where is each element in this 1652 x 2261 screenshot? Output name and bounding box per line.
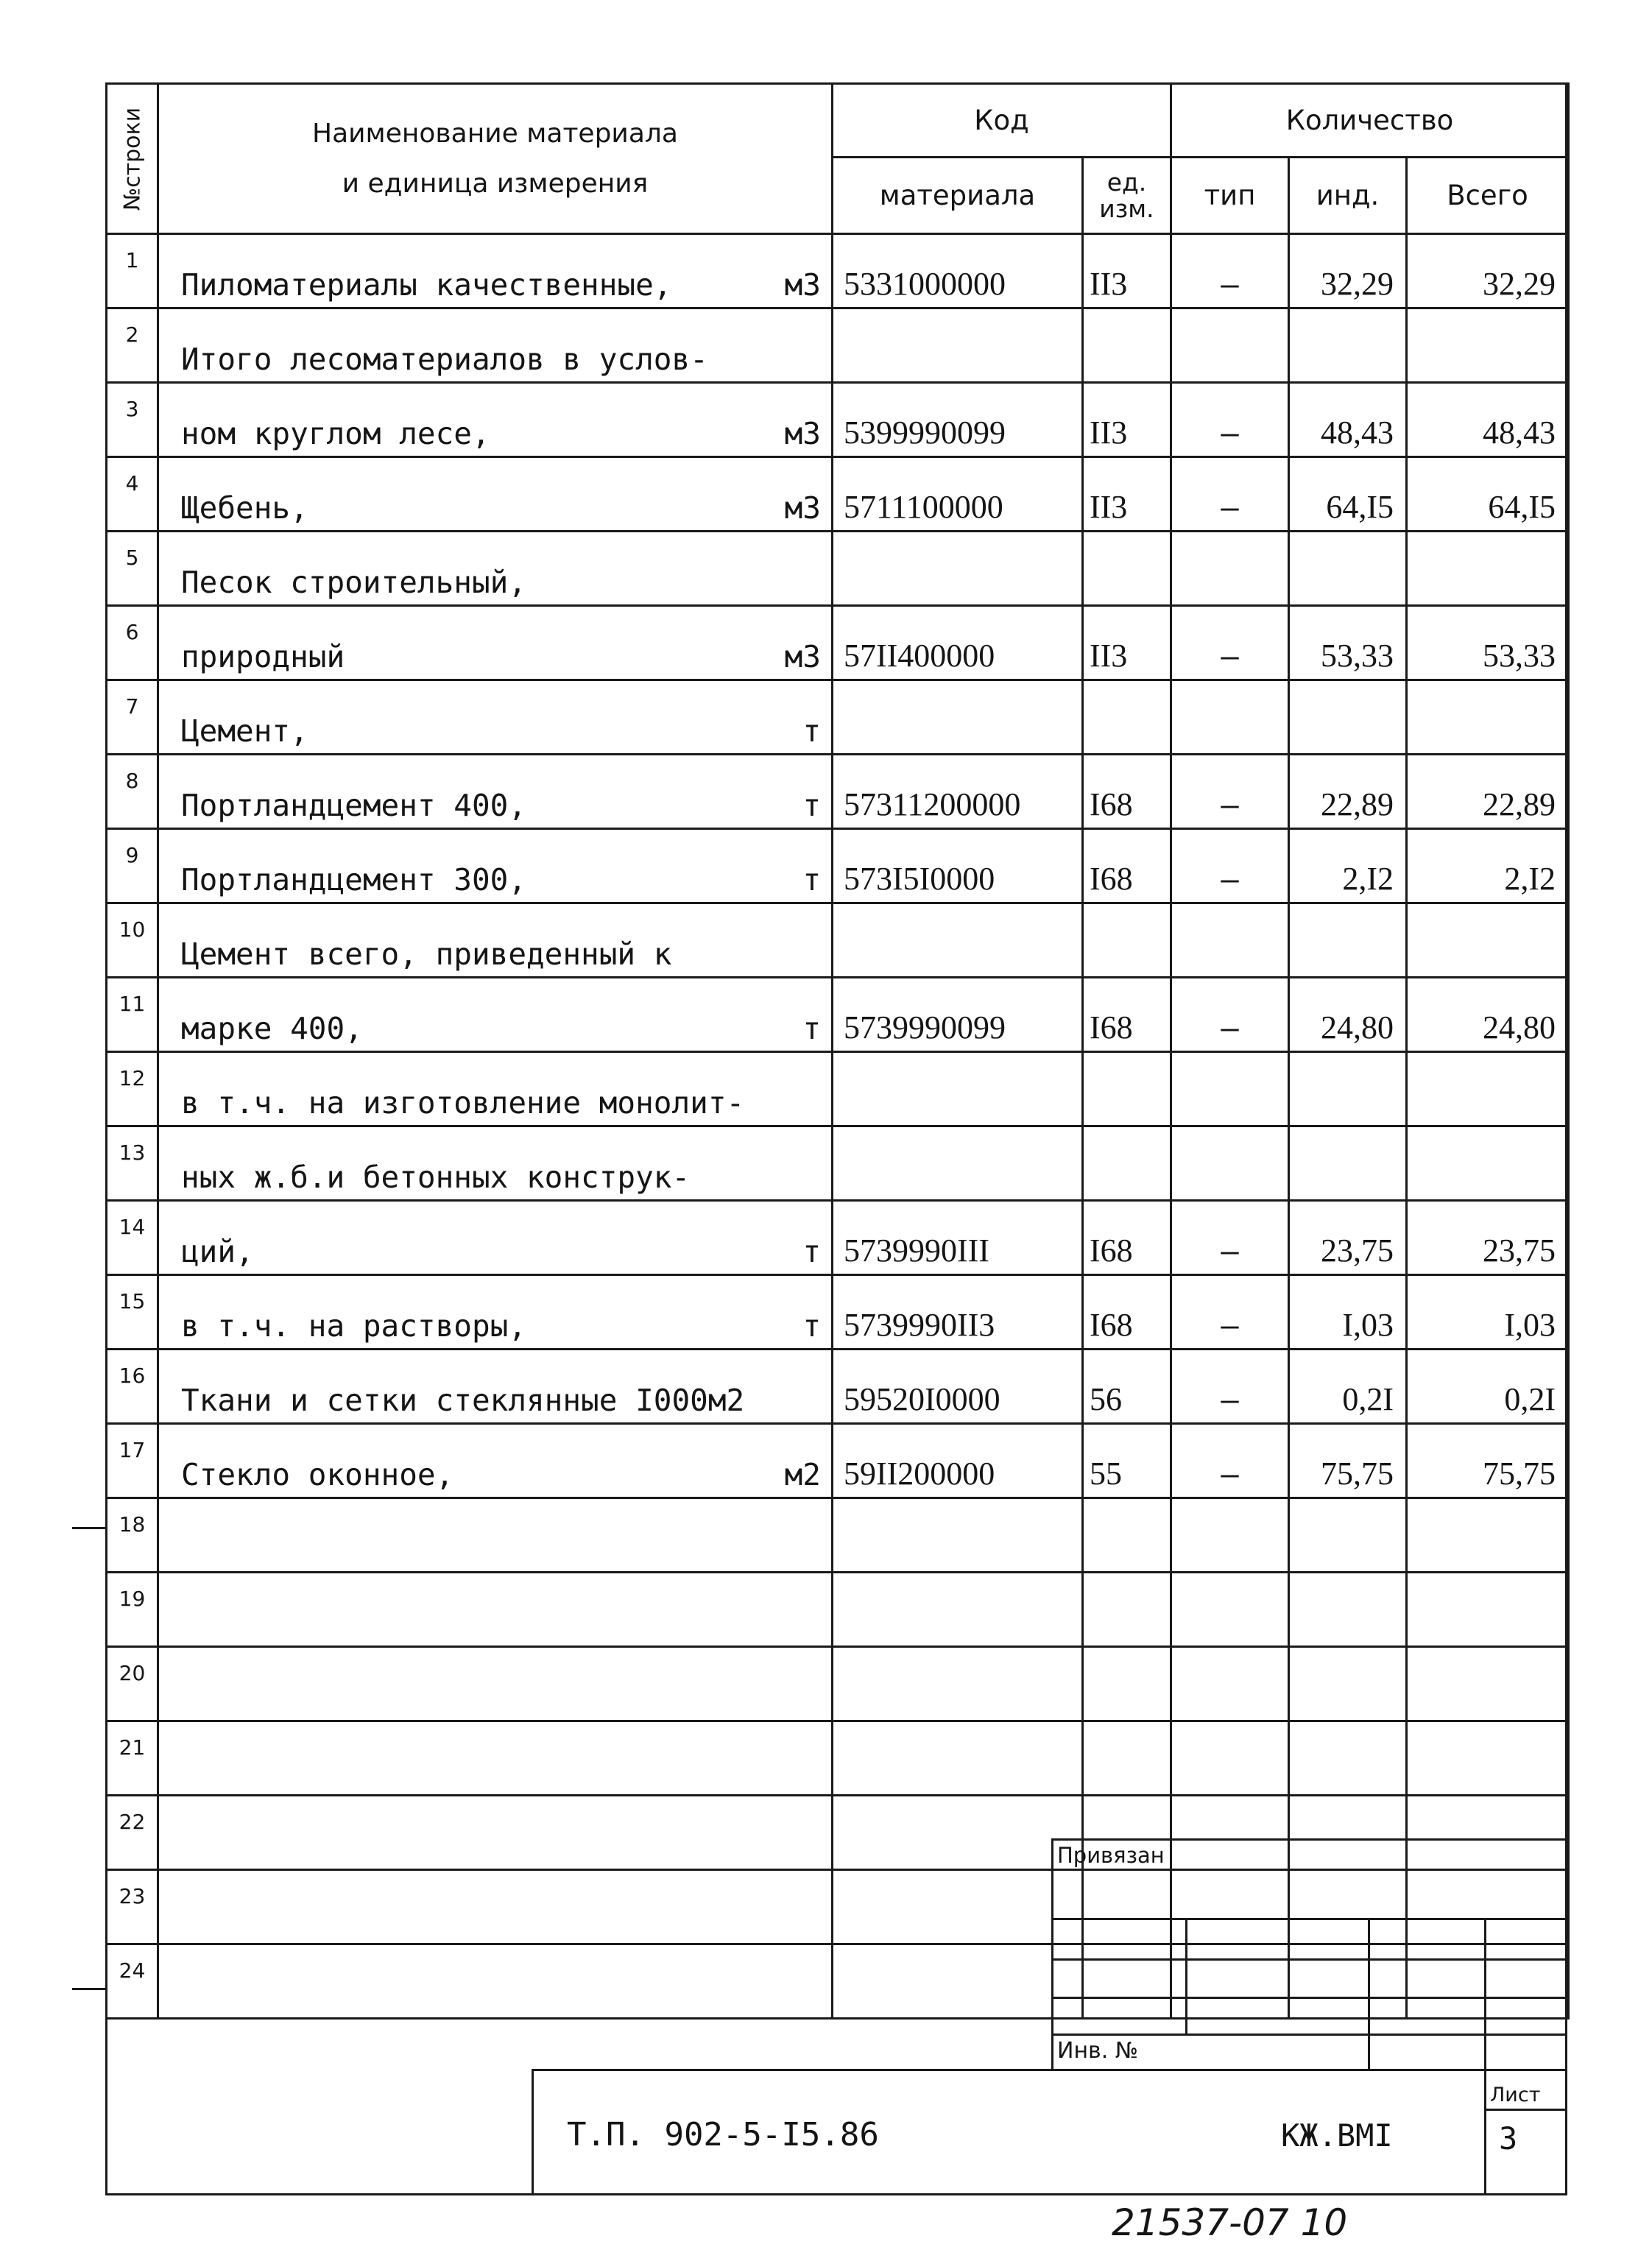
material-name [158, 755, 833, 829]
material-name-text: Итого лесоматериалов в услов- [181, 342, 708, 377]
qty-total: 75,75 [1407, 1424, 1569, 1498]
qty-total [1407, 1573, 1569, 1647]
qty-type [1171, 1870, 1289, 1944]
qty-ind [1289, 1126, 1407, 1201]
material-code [833, 1944, 1083, 2019]
material-name [158, 1498, 833, 1573]
row-number: 14 [107, 1201, 158, 1275]
table-row [107, 1275, 1569, 1350]
qty-type [1171, 1647, 1289, 1721]
unit-code: II3 [1083, 457, 1171, 532]
handwritten-reference: 21537-07 10 [1112, 2201, 1348, 2244]
qty-type: – [1171, 457, 1289, 532]
qty-ind: 0,2I [1289, 1350, 1407, 1424]
material-code: 5739990II3 [833, 1275, 1083, 1350]
material-name [158, 308, 833, 383]
material-name-header: Наименование материала и единица измерения [158, 84, 833, 234]
unit-code: I68 [1083, 755, 1171, 829]
qty-total [1407, 680, 1569, 755]
sheet-label: Лист [1490, 2084, 1541, 2106]
qty-total: 23,75 [1407, 1201, 1569, 1275]
material-name [158, 1126, 833, 1201]
materials-table [105, 82, 1570, 2020]
table-row [107, 1647, 1569, 1721]
table-row [107, 680, 1569, 755]
qty-total: 53,33 [1407, 606, 1569, 680]
qty-total-header: Всего [1407, 158, 1569, 234]
material-name-text: Цемент всего, приведенный к [181, 937, 672, 972]
material-name-text: в т.ч. на изготовление монолит- [181, 1085, 745, 1121]
qty-type [1171, 1126, 1289, 1201]
qty-type: – [1171, 1201, 1289, 1275]
material-name [158, 680, 833, 755]
material-name [158, 1424, 833, 1498]
row-number: 19 [107, 1573, 158, 1647]
table-row [107, 1796, 1569, 1870]
material-code: 5331000000 [833, 234, 1083, 308]
row-number: 24 [107, 1944, 158, 2019]
material-name-text: Цемент, [181, 713, 308, 749]
unit-code [1083, 1498, 1171, 1573]
qty-total [1407, 532, 1569, 606]
material-code: 57311200000 [833, 755, 1083, 829]
unit-code [1083, 680, 1171, 755]
qty-ind [1289, 680, 1407, 755]
material-unit-text: т [802, 862, 821, 897]
material-name [158, 1201, 833, 1275]
table-row [107, 1573, 1569, 1647]
qty-total [1407, 308, 1569, 383]
table-row [107, 829, 1569, 903]
qty-ind: 23,75 [1289, 1201, 1407, 1275]
material-name [158, 457, 833, 532]
material-name-text: природный [181, 639, 345, 674]
material-code [833, 1796, 1083, 1870]
row-number-header: №строки [107, 84, 158, 234]
unit-code: 56 [1083, 1350, 1171, 1424]
code-unit-header: ед. изм. [1083, 158, 1171, 234]
material-code: 573I5I0000 [833, 829, 1083, 903]
qty-ind [1289, 1498, 1407, 1573]
table-row [107, 1350, 1569, 1424]
material-name-text: ций, [181, 1234, 254, 1269]
unit-code: II3 [1083, 606, 1171, 680]
material-name [158, 234, 833, 308]
qty-type [1171, 1796, 1289, 1870]
material-code: 57II400000 [833, 606, 1083, 680]
qty-type: – [1171, 829, 1289, 903]
material-unit-text: т [802, 1234, 821, 1269]
material-unit-text: м2 [784, 1457, 821, 1492]
material-name [158, 978, 833, 1052]
margin-tick-1 [72, 1527, 107, 1529]
material-name-text: Щебень, [181, 490, 308, 526]
material-name-text: Песок строительный, [181, 565, 526, 600]
qty-ind: 75,75 [1289, 1424, 1407, 1498]
material-code [833, 1126, 1083, 1201]
material-name-text: Портландцемент 300, [181, 862, 526, 897]
qty-total [1407, 903, 1569, 978]
qty-type [1171, 1573, 1289, 1647]
row-number: 8 [107, 755, 158, 829]
material-name-text: в т.ч. на растворы, [181, 1308, 526, 1344]
qty-type: – [1171, 1275, 1289, 1350]
qty-ind [1289, 1052, 1407, 1126]
material-name-text: Пиломатериалы качественные, [181, 267, 672, 303]
qty-type [1171, 532, 1289, 606]
row-number: 22 [107, 1796, 158, 1870]
material-code [833, 680, 1083, 755]
qty-ind: 32,29 [1289, 234, 1407, 308]
unit-code: I68 [1083, 829, 1171, 903]
unit-code: I68 [1083, 1201, 1171, 1275]
qty-type [1171, 1944, 1289, 2019]
material-code [833, 532, 1083, 606]
code-material-header: материала [833, 158, 1083, 234]
table-row [107, 755, 1569, 829]
unit-code [1083, 1721, 1171, 1796]
material-code [833, 1721, 1083, 1796]
row-number: 21 [107, 1721, 158, 1796]
qty-ind [1289, 1647, 1407, 1721]
table-row [107, 1721, 1569, 1796]
qty-type: – [1171, 755, 1289, 829]
code-group-header: Код [833, 84, 1171, 158]
qty-ind [1289, 308, 1407, 383]
table-row [107, 308, 1569, 383]
document-code: КЖ.ВМI [1281, 2117, 1393, 2154]
material-code: 5711100000 [833, 457, 1083, 532]
row-number: 4 [107, 457, 158, 532]
material-unit-text: м3 [784, 267, 821, 303]
material-name [158, 1275, 833, 1350]
material-code: 5739990099 [833, 978, 1083, 1052]
table-row [107, 1944, 1569, 2019]
document-number: Т.П. 902-5-I5.86 [567, 2116, 879, 2154]
row-number: 1 [107, 234, 158, 308]
unit-code: I68 [1083, 978, 1171, 1052]
material-name [158, 903, 833, 978]
qty-ind [1289, 903, 1407, 978]
row-number: 10 [107, 903, 158, 978]
material-unit-text: т [802, 1011, 821, 1046]
row-number: 12 [107, 1052, 158, 1126]
unit-code [1083, 308, 1171, 383]
unit-code [1083, 1944, 1171, 2019]
material-name [158, 532, 833, 606]
material-unit-text: т [802, 788, 821, 823]
qty-type: – [1171, 234, 1289, 308]
row-number: 5 [107, 532, 158, 606]
row-number: 7 [107, 680, 158, 755]
material-name [158, 1870, 833, 1944]
qty-total [1407, 1498, 1569, 1573]
table-row [107, 1052, 1569, 1126]
row-number: 20 [107, 1647, 158, 1721]
material-name [158, 1944, 833, 2019]
row-number: 9 [107, 829, 158, 903]
material-unit-text: т [802, 713, 821, 749]
qty-type [1171, 1721, 1289, 1796]
qty-type: – [1171, 1350, 1289, 1424]
inv-number-label: Инв. № [1057, 2038, 1139, 2064]
row-number: 17 [107, 1424, 158, 1498]
frame-left-line [105, 1708, 107, 2195]
row-number: 15 [107, 1275, 158, 1350]
table-row [107, 383, 1569, 457]
material-name-text: ном круглом лесе, [181, 416, 490, 451]
qty-type: – [1171, 383, 1289, 457]
material-code: 59520I0000 [833, 1350, 1083, 1424]
margin-tick-2 [72, 1988, 107, 1990]
material-name-text: Ткани и сетки стеклянные I000м2 [181, 1383, 745, 1418]
material-name [158, 1052, 833, 1126]
table-row [107, 1126, 1569, 1201]
qty-ind [1289, 1944, 1407, 2019]
material-name [158, 1350, 833, 1424]
quantity-group-header: Количество [1171, 84, 1569, 158]
qty-total: 2,I2 [1407, 829, 1569, 903]
material-code [833, 1052, 1083, 1126]
qty-type [1171, 1498, 1289, 1573]
material-name [158, 606, 833, 680]
qty-total: 32,29 [1407, 234, 1569, 308]
unit-code [1083, 532, 1171, 606]
material-code: 5399990099 [833, 383, 1083, 457]
material-name-text: Портландцемент 400, [181, 788, 526, 823]
qty-type: – [1171, 978, 1289, 1052]
row-number: 13 [107, 1126, 158, 1201]
qty-ind: I,03 [1289, 1275, 1407, 1350]
material-code: 59II200000 [833, 1424, 1083, 1498]
table-row [107, 457, 1569, 532]
row-number: 23 [107, 1870, 158, 1944]
material-name-text: ных ж.б.и бетонных конструк- [181, 1160, 691, 1195]
qty-total [1407, 1870, 1569, 1944]
qty-total: 24,80 [1407, 978, 1569, 1052]
material-name [158, 383, 833, 457]
qty-total [1407, 1944, 1569, 2019]
material-unit-text: м3 [784, 639, 821, 674]
material-unit-text: м3 [784, 416, 821, 451]
qty-total: 0,2I [1407, 1350, 1569, 1424]
table-row [107, 532, 1569, 606]
frame-bottom-line [105, 2193, 1567, 2195]
table-row [107, 234, 1569, 308]
unit-code: II3 [1083, 234, 1171, 308]
qty-type [1171, 1052, 1289, 1126]
qty-ind-header: инд. [1289, 158, 1407, 234]
qty-ind [1289, 1796, 1407, 1870]
material-name-text: Стекло оконное, [181, 1457, 454, 1492]
material-name [158, 1647, 833, 1721]
table-row [107, 606, 1569, 680]
material-code [833, 903, 1083, 978]
qty-ind: 2,I2 [1289, 829, 1407, 903]
material-code [833, 1573, 1083, 1647]
qty-type: – [1171, 606, 1289, 680]
row-number: 16 [107, 1350, 158, 1424]
qty-ind [1289, 1870, 1407, 1944]
row-number: 6 [107, 606, 158, 680]
material-name [158, 1796, 833, 1870]
material-unit-text: м3 [784, 490, 821, 526]
unit-code: I68 [1083, 1275, 1171, 1350]
row-number: 3 [107, 383, 158, 457]
qty-ind: 53,33 [1289, 606, 1407, 680]
qty-total [1407, 1126, 1569, 1201]
material-name [158, 1721, 833, 1796]
sheet-number: 3 [1499, 2120, 1518, 2156]
material-unit-text: т [802, 1308, 821, 1344]
material-code [833, 308, 1083, 383]
qty-ind [1289, 532, 1407, 606]
qty-total [1407, 1647, 1569, 1721]
material-name [158, 1573, 833, 1647]
row-number: 11 [107, 978, 158, 1052]
qty-total: 64,I5 [1407, 457, 1569, 532]
qty-type [1171, 308, 1289, 383]
qty-type: – [1171, 1424, 1289, 1498]
qty-ind: 24,80 [1289, 978, 1407, 1052]
frame-right-line [1565, 82, 1567, 2195]
row-number: 18 [107, 1498, 158, 1573]
unit-code: II3 [1083, 383, 1171, 457]
qty-ind: 48,43 [1289, 383, 1407, 457]
unit-code: 55 [1083, 1424, 1171, 1498]
qty-total: I,03 [1407, 1275, 1569, 1350]
material-code [833, 1498, 1083, 1573]
unit-code [1083, 1870, 1171, 1944]
qty-type [1171, 680, 1289, 755]
row-number: 2 [107, 308, 158, 383]
unit-code [1083, 1126, 1171, 1201]
qty-ind: 22,89 [1289, 755, 1407, 829]
unit-code [1083, 1573, 1171, 1647]
material-name [158, 829, 833, 903]
material-name-text: марке 400, [181, 1011, 363, 1046]
table-row [107, 1424, 1569, 1498]
qty-ind [1289, 1573, 1407, 1647]
table-row [107, 1498, 1569, 1573]
table-row [107, 978, 1569, 1052]
qty-type [1171, 903, 1289, 978]
unit-code [1083, 903, 1171, 978]
material-code: 5739990III [833, 1201, 1083, 1275]
material-code [833, 1870, 1083, 1944]
table-row [107, 1201, 1569, 1275]
table-row [107, 903, 1569, 978]
qty-ind [1289, 1721, 1407, 1796]
qty-ind: 64,I5 [1289, 457, 1407, 532]
qty-type-header: тип [1171, 158, 1289, 234]
qty-total [1407, 1796, 1569, 1870]
bound-label: Привязан [1057, 1843, 1165, 1868]
unit-code [1083, 1052, 1171, 1126]
qty-total [1407, 1721, 1569, 1796]
unit-code [1083, 1647, 1171, 1721]
qty-total [1407, 1052, 1569, 1126]
material-code [833, 1647, 1083, 1721]
qty-total: 48,43 [1407, 383, 1569, 457]
table-row [107, 1870, 1569, 1944]
qty-total: 22,89 [1407, 755, 1569, 829]
